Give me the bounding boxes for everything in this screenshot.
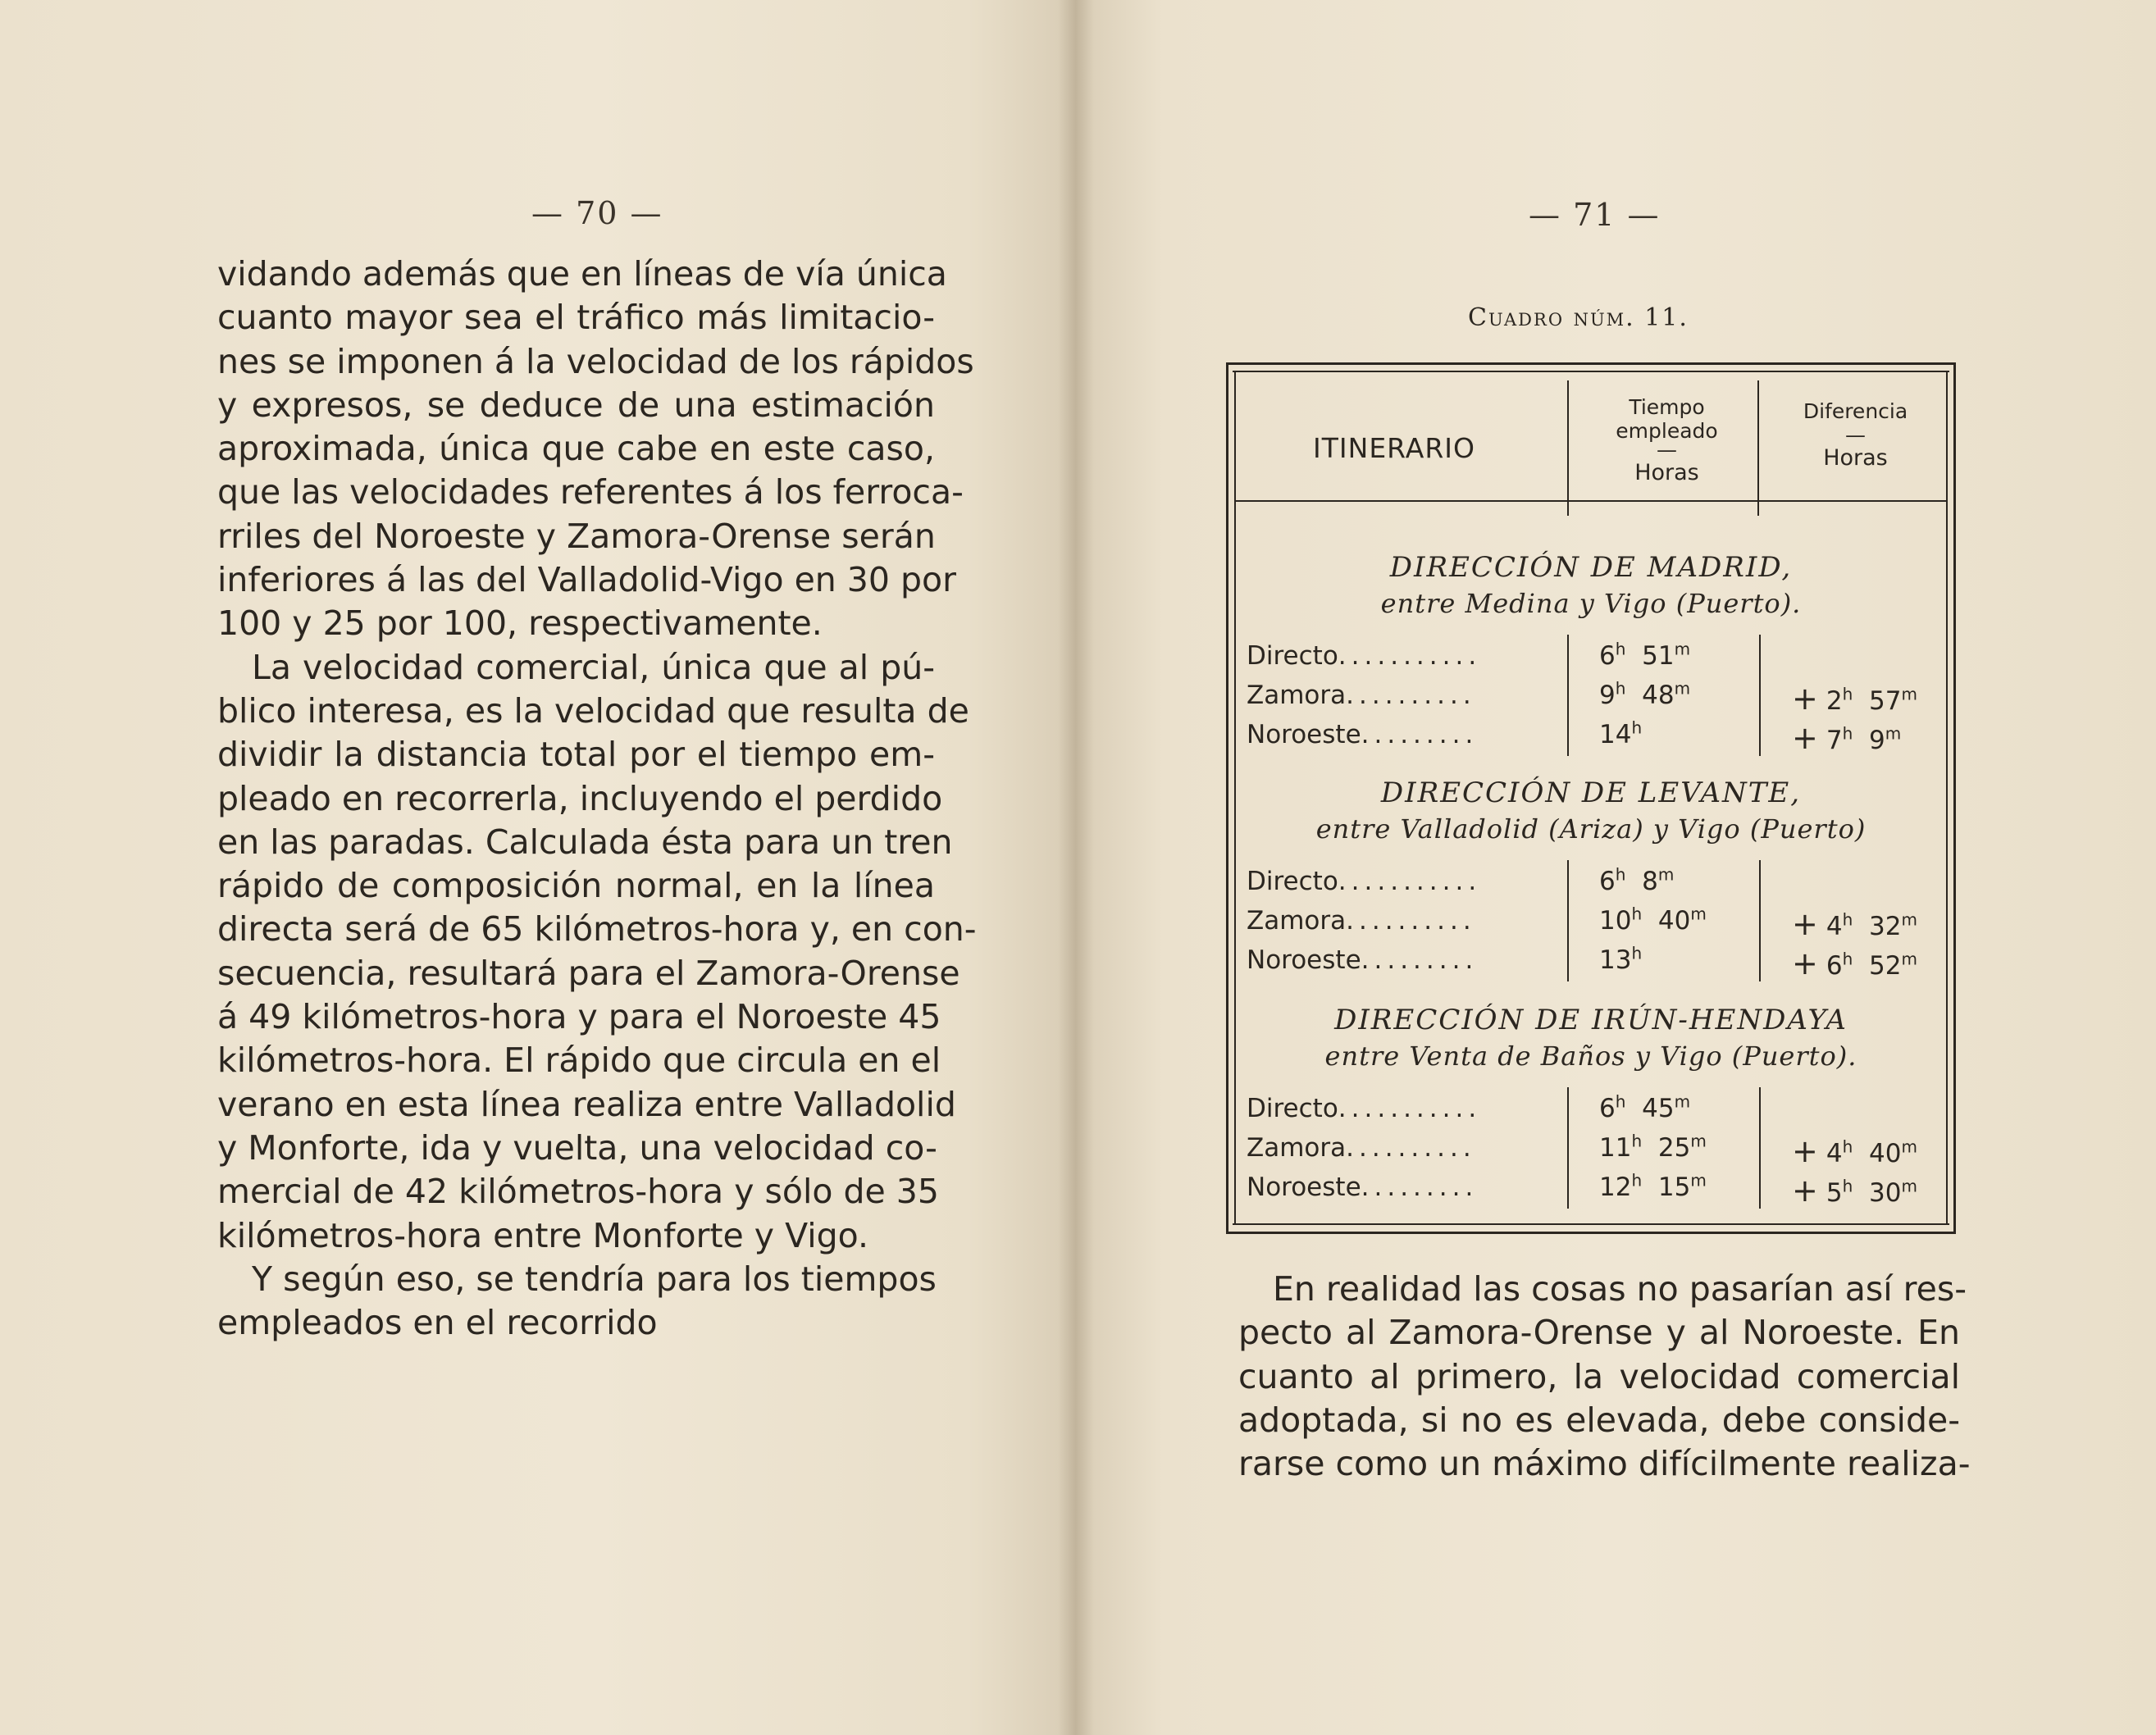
hour-unit: h [1842, 949, 1853, 969]
book-gutter [1058, 0, 1094, 1735]
left-text-line: verano en esta línea realiza entre Valladolid [217, 1084, 956, 1124]
time-minutes: 45 [1642, 1094, 1675, 1123]
section-subtitle: entre Medina y Vigo (Puerto). [1380, 588, 1802, 619]
left-text-line: directa será de 65 kilómetros-hora y, en con- [217, 909, 977, 949]
row-name: Noroeste [1247, 720, 1361, 749]
header-diferencia-unit: Horas [1823, 445, 1888, 471]
plus-sign: + [1792, 945, 1818, 981]
row-time [1599, 717, 1780, 749]
table-row [1247, 717, 1952, 759]
hour-unit: h [1631, 943, 1643, 963]
row-leader-dots: .......... [1346, 681, 1476, 710]
left-text-line: en las paradas. Calculada ésta para un tren [217, 822, 953, 862]
time-hours: 6 [1599, 641, 1616, 671]
left-text-line: vidando además que en líneas de vía única [217, 254, 947, 294]
diff-hours: 6 [1826, 951, 1843, 981]
header-tiempo-unit: Horas [1634, 460, 1699, 485]
diff-minutes: 52 [1868, 951, 1902, 981]
left-text-line: inferiores á las del Valladolid-Vigo en 30 por [217, 560, 956, 600]
row-difference [1792, 906, 1964, 942]
header-diferencia [1759, 399, 1952, 470]
time-hours: 13 [1599, 945, 1632, 975]
row-leader-dots: ......... [1361, 720, 1479, 749]
left-text-line: nes se imponen á la velocidad de los rápidos [217, 341, 974, 381]
row-time [1599, 678, 1780, 710]
table-row [1247, 1133, 1952, 1173]
minute-unit: m [1690, 904, 1707, 924]
row-name: Zamora [1247, 1133, 1347, 1163]
left-text-line: kilómetros-hora. El rápido que circula en el [217, 1041, 941, 1081]
left-text-line: kilómetros-hora entre Monforte y Vigo. [217, 1215, 869, 1255]
table-row [1247, 906, 1952, 945]
row-name: Directo [1247, 867, 1338, 896]
page-number-left: — 70 — [531, 195, 663, 231]
left-text-line: rápido de composición normal, en la línea [217, 866, 935, 906]
section-title: DIRECCIÓN DE LEVANTE, [1380, 776, 1802, 809]
header-tiempo-line1: Tiempo [1629, 395, 1705, 419]
diff-minutes: 9 [1868, 726, 1885, 755]
row-difference [1792, 720, 1964, 756]
hour-unit: h [1842, 1176, 1853, 1196]
minute-unit: m [1901, 684, 1917, 704]
hour-unit: h [1615, 1091, 1626, 1112]
minute-unit: m [1885, 723, 1902, 744]
time-hours: 12 [1599, 1173, 1632, 1202]
plus-sign: + [1792, 1173, 1818, 1209]
table-row [1247, 1170, 1952, 1212]
left-text-line: aproximada, única que cabe en este caso, [217, 429, 935, 469]
row-name: Zamora [1247, 906, 1347, 936]
hour-unit: h [1842, 723, 1853, 744]
row-time [1599, 864, 1780, 896]
section-subtitle: entre Venta de Baños y Vigo (Puerto). [1324, 1041, 1857, 1072]
minute-unit: m [1690, 1170, 1707, 1191]
hour-unit: h [1842, 684, 1853, 704]
row-leader-dots: ........... [1338, 1094, 1482, 1123]
left-page-text [217, 253, 977, 1345]
row-itinerary [1247, 906, 1566, 936]
hour-unit: h [1615, 864, 1626, 885]
time-minutes: 15 [1657, 1173, 1691, 1202]
left-text-line: empleados en el recorrido [217, 1303, 658, 1343]
row-time [1599, 945, 1780, 975]
right-text-line: En realidad las cosas no pasarían así res- [1273, 1269, 1967, 1309]
time-minutes: 51 [1642, 641, 1675, 671]
left-text-line: blico interesa, es la velocidad que resulta de [217, 690, 969, 731]
row-itinerary [1247, 867, 1566, 896]
diff-minutes: 57 [1868, 686, 1902, 716]
section-subtitle: entre Valladolid (Ariza) y Vigo (Puerto) [1315, 813, 1867, 845]
header-tiempo-dash: — [1657, 438, 1677, 462]
table-row [1247, 678, 1952, 720]
row-time [1599, 641, 1780, 671]
hour-unit: h [1615, 639, 1626, 659]
time-hours: 10 [1599, 906, 1632, 936]
hour-unit: h [1631, 1170, 1643, 1191]
hour-unit: h [1631, 717, 1643, 738]
time-minutes: 25 [1657, 1133, 1691, 1163]
left-text-line: 100 y 25 por 100, respectivamente. [217, 603, 823, 644]
time-minutes: 8 [1642, 867, 1658, 896]
time-minutes: 48 [1642, 681, 1675, 710]
left-text-line: dividir la distancia total por el tiempo em- [217, 735, 935, 775]
row-difference [1792, 945, 1964, 981]
minute-unit: m [1901, 949, 1917, 969]
left-text-line: mercial de 42 kilómetros-hora y sólo de 35 [217, 1172, 939, 1212]
diff-minutes: 32 [1868, 912, 1902, 941]
diff-hours: 2 [1826, 686, 1843, 716]
row-time [1599, 906, 1780, 936]
header-tiempo-line2: empleado [1616, 419, 1718, 443]
section-title: DIRECCIÓN DE MADRID, [1389, 551, 1793, 584]
left-page [0, 0, 1076, 1735]
right-text-line: cuanto al primero, la velocidad comercial [1238, 1356, 1960, 1396]
row-difference [1792, 681, 1964, 717]
plus-sign: + [1792, 1133, 1818, 1169]
row-leader-dots: ........... [1338, 641, 1482, 671]
diff-hours: 5 [1826, 1178, 1843, 1208]
hour-unit: h [1615, 678, 1626, 699]
row-name: Directo [1247, 641, 1338, 671]
time-hours: 14 [1599, 720, 1632, 749]
diff-minutes: 40 [1868, 1139, 1902, 1168]
left-text-line: secuencia, resultará para el Zamora-Orense [217, 953, 960, 993]
header-diferencia-label: Diferencia [1803, 399, 1908, 423]
plus-sign: + [1792, 681, 1818, 717]
minute-unit: m [1690, 1131, 1707, 1151]
hour-unit: h [1842, 909, 1853, 930]
row-leader-dots: .......... [1346, 906, 1476, 936]
table-caption: Cuadro núm. 11. [1468, 303, 1689, 332]
row-name: Directo [1247, 1094, 1338, 1123]
minute-unit: m [1901, 1176, 1917, 1196]
table-row [1247, 1091, 1952, 1133]
right-text-line: adoptada, si no es elevada, debe conside- [1238, 1400, 1960, 1440]
diff-hours: 4 [1826, 1139, 1843, 1168]
row-leader-dots: ........... [1338, 867, 1482, 896]
row-time [1599, 1091, 1780, 1123]
table-row [1247, 864, 1952, 906]
row-leader-dots: ......... [1361, 1173, 1479, 1202]
left-text-line: y expresos, se deduce de una estimación [217, 385, 935, 425]
diff-hours: 4 [1826, 912, 1843, 941]
row-time [1599, 1133, 1780, 1163]
right-text-line: rarse como un máximo difícilmente realiza- [1238, 1444, 1971, 1484]
left-text-line: pleado en recorrerla, incluyendo el perdido [217, 778, 943, 818]
row-itinerary [1247, 641, 1566, 671]
time-hours: 6 [1599, 867, 1616, 896]
row-time [1599, 1170, 1780, 1202]
left-text-line: á 49 kilómetros-hora y para el Noroeste 45 [217, 997, 941, 1037]
left-text-line: que las velocidades referentes á los ferroca- [217, 472, 964, 512]
left-text-line: Y según eso, se tendría para los tiempos [252, 1259, 937, 1299]
row-name: Noroeste [1247, 945, 1361, 975]
row-itinerary [1247, 1133, 1566, 1163]
left-text-line: rriles del Noroeste y Zamora-Orense serán [217, 516, 936, 556]
diff-hours: 7 [1826, 726, 1843, 755]
hour-unit: h [1631, 1131, 1643, 1151]
minute-unit: m [1901, 1136, 1917, 1157]
header-tiempo [1575, 395, 1759, 485]
header-diferencia-dash: — [1845, 423, 1866, 447]
row-itinerary [1247, 1094, 1566, 1123]
right-text-line: pecto al Zamora-Orense y al Noroeste. En [1238, 1313, 1960, 1353]
row-itinerary [1247, 1173, 1566, 1202]
minute-unit: m [1674, 1091, 1691, 1112]
minute-unit: m [1674, 678, 1691, 699]
row-name: Noroeste [1247, 1173, 1361, 1202]
hour-unit: h [1842, 1136, 1853, 1157]
time-hours: 9 [1599, 681, 1616, 710]
header-itinerario: ITINERARIO [1313, 432, 1475, 464]
timetable [1226, 362, 1956, 1244]
hour-unit: h [1631, 904, 1643, 924]
time-hours: 6 [1599, 1094, 1616, 1123]
row-itinerary [1247, 681, 1566, 710]
table-row [1247, 641, 1952, 681]
section-title: DIRECCIÓN DE IRÚN-HENDAYA [1334, 1004, 1848, 1036]
row-itinerary [1247, 945, 1566, 975]
time-minutes: 40 [1657, 906, 1691, 936]
right-page-text [1238, 1268, 1971, 1486]
minute-unit: m [1901, 909, 1917, 930]
plus-sign: + [1792, 906, 1818, 942]
row-name: Zamora [1247, 681, 1347, 710]
row-difference [1792, 1173, 1964, 1209]
minute-unit: m [1674, 639, 1691, 659]
row-leader-dots: .......... [1346, 1133, 1476, 1163]
left-text-line: y Monforte, ida y vuelta, una velocidad co- [217, 1127, 937, 1168]
left-text-line: cuanto mayor sea el tráfico más limitacio- [217, 298, 935, 338]
time-hours: 11 [1599, 1133, 1632, 1163]
diff-minutes: 30 [1868, 1178, 1902, 1208]
plus-sign: + [1792, 720, 1818, 756]
row-leader-dots: ......... [1361, 945, 1479, 975]
row-difference [1792, 1133, 1964, 1169]
table-row [1247, 945, 1952, 985]
page-number-right: — 71 — [1529, 197, 1661, 233]
row-itinerary [1247, 720, 1566, 749]
right-page [1076, 0, 2156, 1735]
minute-unit: m [1657, 864, 1675, 885]
left-text-line: La velocidad comercial, única que al pú- [252, 647, 935, 687]
